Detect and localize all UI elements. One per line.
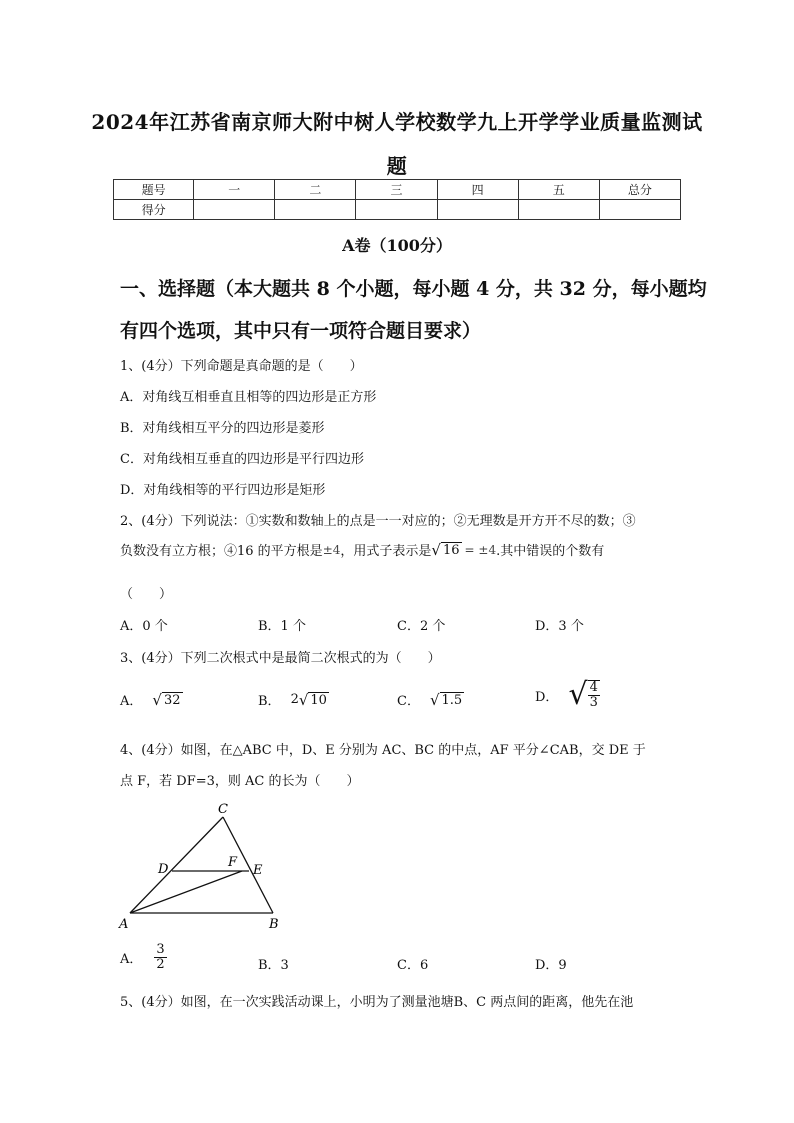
part1-heading-line2: 有四个选项，其中只有一项符合题目要求） bbox=[120, 320, 482, 342]
section-a-heading: A卷（100分） bbox=[342, 236, 452, 255]
q1-option-c: C．对角线相互垂直的四边形是平行四边形 bbox=[120, 452, 364, 467]
q1-option-d: D．对角线相等的平行四边形是矩形 bbox=[120, 483, 326, 498]
score-table-cell: 一 bbox=[194, 180, 275, 200]
point-label-b: B bbox=[269, 917, 279, 932]
q3-option-d bbox=[535, 677, 600, 712]
q1-option-b: B．对角线相互平分的四边形是菱形 bbox=[120, 421, 325, 436]
q4-option-a-label: A． bbox=[120, 952, 143, 967]
q3-option-d-label: D． bbox=[535, 689, 559, 705]
score-table-cell: 二 bbox=[275, 180, 356, 200]
score-table-cell bbox=[518, 200, 599, 220]
radical-sign-icon: √ bbox=[429, 690, 440, 709]
q3-option-b-radicand: 10 bbox=[310, 692, 327, 708]
q3-stem: 3、(4分）下列二次根式中是最简二次根式的为（ ） bbox=[120, 651, 441, 666]
radical-sign-icon: √ bbox=[298, 690, 309, 709]
score-table-cell bbox=[356, 200, 437, 220]
point-label-d: D bbox=[158, 862, 169, 877]
q2-text: .其中错误的个数有 bbox=[496, 544, 605, 559]
q3-option-b-coef: 2 bbox=[290, 692, 299, 707]
q4-triangle-figure bbox=[115, 800, 295, 940]
q3-option-a-label: A． bbox=[120, 694, 143, 709]
exam-title-line1: 2024年江苏省南京师大附中树人学校数学九上开学学业质量监测试 bbox=[91, 110, 703, 134]
q3-option-d-expr bbox=[568, 677, 599, 712]
q2-pm4: ±4 bbox=[322, 542, 341, 557]
score-table-cell: 题号 bbox=[114, 180, 194, 200]
score-table-cell: 四 bbox=[437, 180, 518, 200]
q2-option-c: C．2 个 bbox=[397, 619, 446, 634]
q3-option-a-expr bbox=[152, 691, 182, 709]
exam-title-line2: 题 bbox=[386, 154, 408, 178]
segment-af bbox=[130, 871, 242, 913]
score-table-cell bbox=[194, 200, 275, 220]
point-label-c: C bbox=[218, 802, 228, 817]
q1-stem: 1、(4分）下列命题是真命题的是（ ） bbox=[120, 359, 363, 374]
score-table-cell bbox=[437, 200, 518, 220]
point-label-f: F bbox=[228, 855, 238, 870]
q2-option-b: B．1 个 bbox=[258, 619, 306, 634]
score-table-cell: 三 bbox=[356, 180, 437, 200]
q3-option-d-fraction bbox=[588, 680, 600, 710]
radical-sign-icon: √ bbox=[152, 690, 162, 709]
radical-sign-icon: √ bbox=[568, 677, 588, 712]
q1-option-a: A．对角线互相垂直且相等的四边形是正方形 bbox=[120, 390, 377, 405]
point-label-e: E bbox=[253, 863, 263, 878]
point-label-a: A bbox=[119, 917, 129, 932]
score-table-cell: 总分 bbox=[599, 180, 680, 200]
fraction-numerator: 4 bbox=[589, 680, 598, 695]
q2-text: ，用式子表示是 bbox=[340, 544, 432, 559]
fraction-denominator: 2 bbox=[156, 957, 165, 972]
radical-sign-icon: √ bbox=[431, 540, 441, 559]
q4-option-b: B．3 bbox=[258, 958, 289, 973]
q3-option-a-radicand: 32 bbox=[163, 692, 181, 708]
q3-option-b-label: B． bbox=[258, 694, 281, 709]
q2-option-a: A．0 个 bbox=[120, 619, 168, 634]
score-table-score-row bbox=[114, 200, 681, 220]
q2-stem-line1: 2、(4分）下列说法：①实数和数轴上的点是一一对应的；②无理数是开方开不尽的数；③ bbox=[120, 514, 636, 529]
q4-stem-line1: 4、(4分）如图，在△ABC 中，D、E 分别为 AC、BC 的中点，AF 平分∠CAB，交 DE 于 bbox=[120, 743, 646, 758]
fraction-denominator: 3 bbox=[589, 695, 598, 710]
q4-option-c: C．6 bbox=[397, 958, 429, 973]
q4-option-d: D．9 bbox=[535, 958, 567, 973]
q4-option-a-fraction bbox=[154, 943, 166, 972]
q2-radicand: 16 bbox=[442, 542, 460, 558]
q2-sqrt-expression bbox=[431, 541, 461, 559]
q3-option-c-label: C． bbox=[397, 694, 420, 709]
q5-stem-line1: 5、(4分）如图，在一次实践活动课上，小明为了测量池塘B、C 两点间的距离，他先在池 bbox=[120, 995, 634, 1010]
fraction-numerator: 3 bbox=[156, 942, 165, 957]
score-table-cell bbox=[275, 200, 356, 220]
score-table-cell bbox=[599, 200, 680, 220]
segment-ac bbox=[130, 817, 223, 913]
q4-option-a bbox=[120, 943, 167, 972]
score-table bbox=[113, 179, 681, 220]
q2-equals: = ±4 bbox=[464, 542, 497, 557]
part1-heading-line1: 一、选择题（本大题共 8 个小题，每小题 4 分，共 32 分，每小题均 bbox=[120, 278, 707, 300]
q3-option-b bbox=[258, 690, 329, 709]
q3-option-a bbox=[120, 690, 183, 709]
q2-answer-paren: （ ） bbox=[120, 587, 173, 602]
q2-option-d: D．3 个 bbox=[535, 619, 584, 634]
score-table-cell: 得分 bbox=[114, 200, 194, 220]
q3-option-c-radicand: 1.5 bbox=[441, 692, 463, 708]
q2-text: 负数没有立方根；④16 的平方根是 bbox=[120, 544, 323, 559]
q2-stem-line2 bbox=[120, 540, 604, 559]
q3-option-b-expr bbox=[299, 691, 329, 709]
q3-option-c-expr bbox=[430, 691, 464, 709]
q4-stem-line2: 点 F，若 DF=3，则 AC 的长为（ ） bbox=[120, 774, 360, 789]
score-table-header-row bbox=[114, 180, 681, 200]
q3-option-c bbox=[397, 690, 464, 709]
score-table-cell: 五 bbox=[518, 180, 599, 200]
